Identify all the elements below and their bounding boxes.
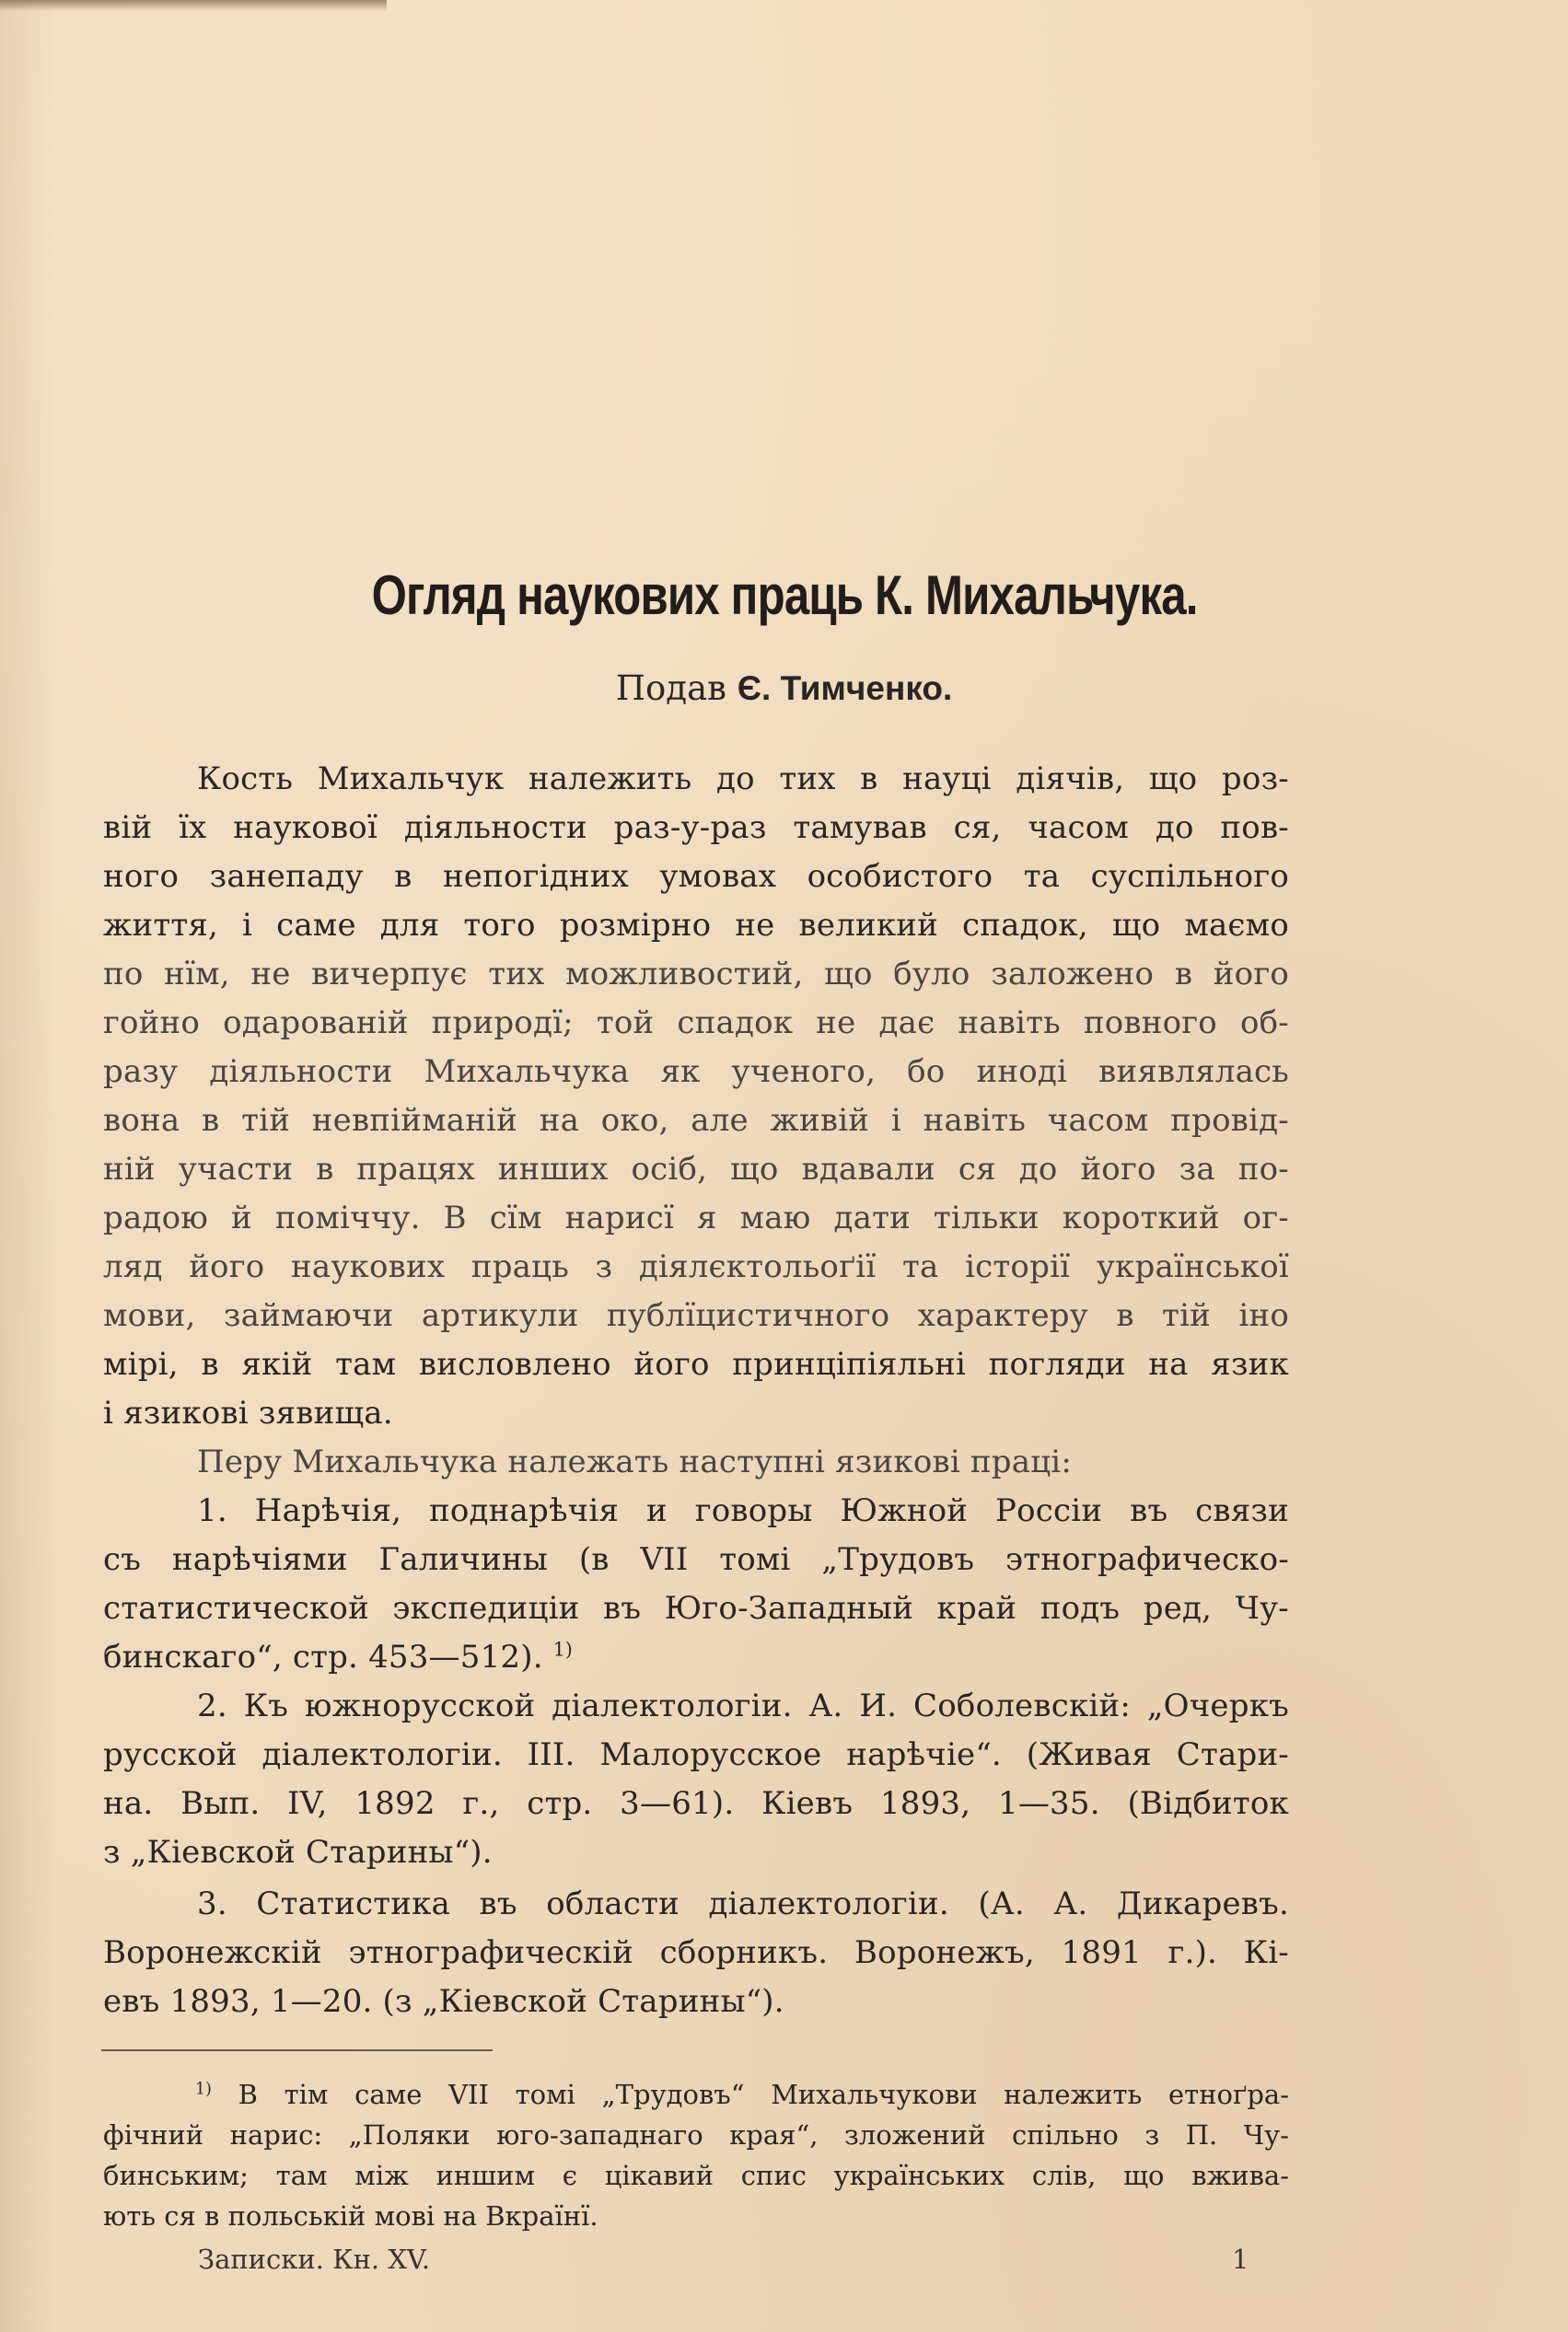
body-line: по нїм, не вичерпує тих можливостий, що було заложено в його [103, 956, 1289, 992]
footnote-line: ють ся в польській мові на Вкраїнї. [103, 2200, 598, 2232]
article-title: Огляд наукових праць К. Михальчука. [371, 564, 1198, 626]
body-line: вона в тій невпійманій на око, але живій і навіть часом провід- [103, 1102, 1289, 1139]
body-line: і язикові зявища. [103, 1395, 393, 1432]
byline-author: Є. Тимченко. [737, 669, 953, 707]
works-intro: Перу Михальчука належать наступні язикові праці: [197, 1444, 1072, 1480]
body-line: разу діяльности Михальчука як ученого, бо иноді виявлялась [103, 1053, 1289, 1090]
work-line: Воронежскій этнографическій сборникъ. Воронежъ, 1891 г.). Кі- [103, 1934, 1289, 1971]
footnote-divider [101, 2049, 493, 2051]
body-line: вій їх наукової діяльности раз-у-раз тамував ся, часом до пов- [103, 809, 1289, 846]
work-line [103, 1639, 1289, 1676]
page-number: 1 [1232, 2244, 1249, 2275]
body-line: гойно одарованій природї; той спадок не дає навіть повного об- [103, 1004, 1289, 1041]
work-line: русской діалектологіи. III. Малорусское нарѣчіе“. (Живая Стари- [103, 1736, 1289, 1773]
work-line: з „Кіевской Старины“). [103, 1834, 493, 1871]
work-line: 3. Статистика въ области діалектологіи. (А. А. Дикаревъ. [197, 1885, 1289, 1922]
body-line: ляд його наукових праць з діялєктольоґії та історії української [103, 1248, 1289, 1285]
work-line: на. Вып. IV, 1892 г., стр. 3—61). Кіевъ 1893, 1—35. (Відбиток [103, 1785, 1289, 1822]
work-line: статистической экспедиціи въ Юго-Западный край подъ ред, Чу- [103, 1590, 1289, 1627]
footnote-text: В тім саме VII томі „Трудовъ“ Михальчукови належить етноґра- [238, 2079, 1290, 2110]
work-line: 1. Нарѣчія, поднарѣчія и говоры Южной Россіи въ связи [197, 1492, 1289, 1529]
body-line: Кость Михальчук належить до тих в науці діячів, що роз- [197, 760, 1289, 797]
body-line: радою й поміччу. В сїм нарисї я маю дати тільки короткий ог- [103, 1200, 1289, 1236]
footnote-line [195, 2079, 1289, 2110]
body-line: мови, займаючи артикули публїцистичного характеру в тій іно [103, 1297, 1289, 1334]
footnote-line: бинським; там між иншим є цікавий спис українських слів, що вжива- [103, 2160, 1289, 2191]
body-line: ного занепаду в непогідних умовах особистого та суспільного [103, 858, 1289, 895]
byline [0, 668, 1568, 708]
work-line: съ нарѣчіями Галичины (в VII томі „Трудовъ этнографическо- [103, 1541, 1289, 1578]
body-line: мірі, в якій там висловлено його принціпіяльні погляди на язик [103, 1346, 1289, 1383]
work-line: евъ 1893, 1—20. (з „Кіевской Старины“). [103, 1983, 784, 2020]
signature-mark: Записки. Кн. XV. [198, 2244, 431, 2275]
footnote-marker: 1) [195, 2080, 212, 2099]
footnote-ref[interactable]: 1) [552, 1638, 574, 1661]
work-line: 2. Къ южнорусской діалектологіи. А. И. Соболевскій: „Очеркъ [197, 1688, 1289, 1724]
body-line: життя, і саме для того розмірно не великий спадок, що маємо [103, 907, 1289, 944]
footnote-line: фічний нарис: „Поляки юго-западнаго края“, зложений спільно з П. Чу- [103, 2119, 1289, 2151]
byline-prefix: Подав [615, 668, 726, 708]
body-line: ній участи в працях инших осіб, що вдавали ся до його за по- [103, 1151, 1289, 1188]
work-line-text: бинскаго“, стр. 453—512). [103, 1639, 543, 1676]
